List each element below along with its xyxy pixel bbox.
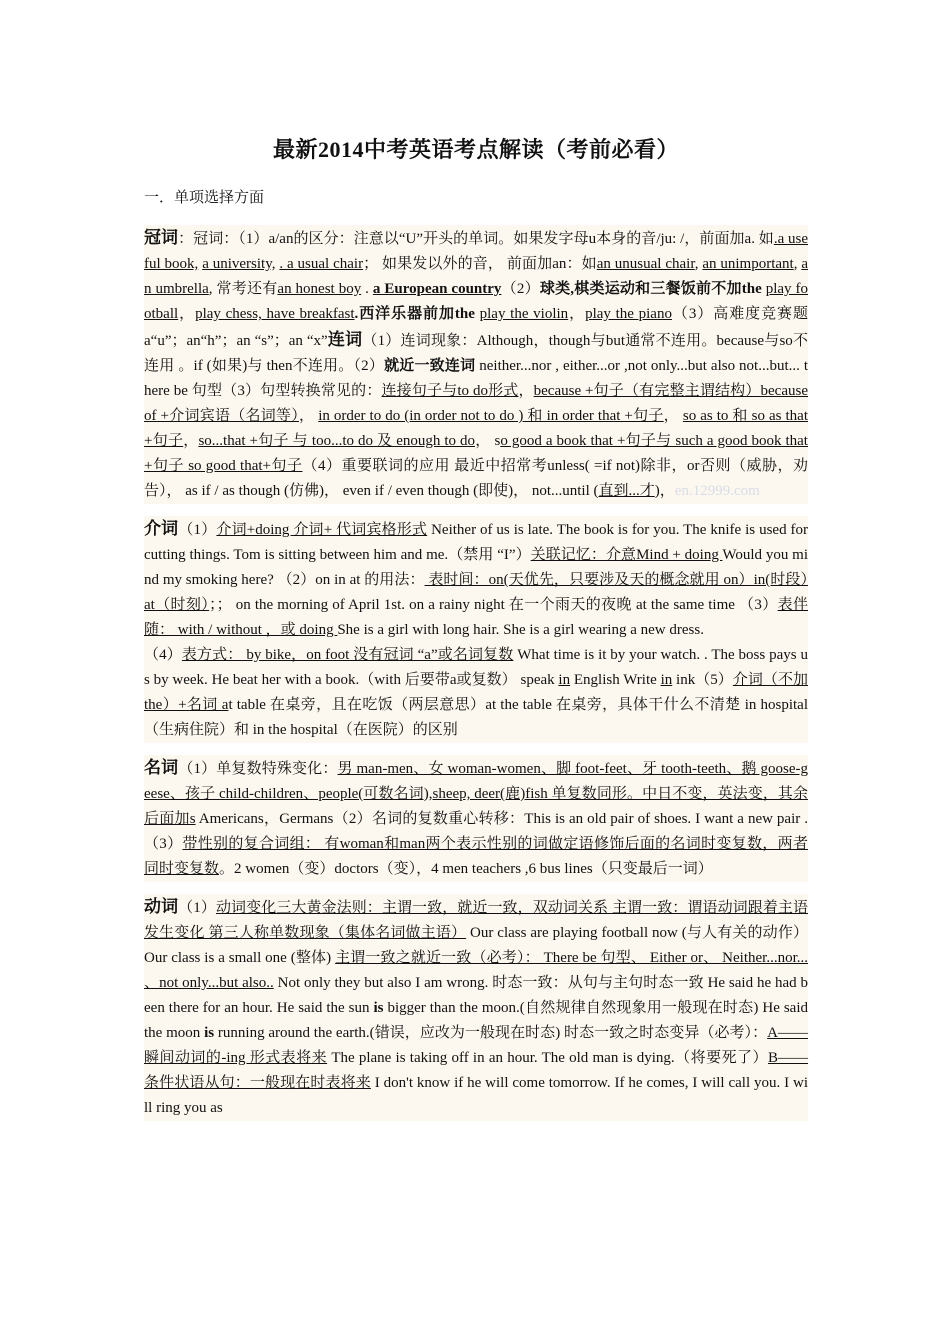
text-run: an unusual chair: [596, 256, 695, 272]
preposition-block: [144, 516, 808, 743]
text-run: an honest boy: [277, 281, 362, 297]
text-run: 男 man-men、女 woman-women、脚 foot-feet、牙 tooth-teeth、鹅 goose-geese、孩子 child-children、people(可数名词),sheep, deer(鹿)fish 单复数同形。中日不变，英法变，其余后面加s: [144, 761, 808, 827]
paragraph-article: [144, 225, 808, 504]
text-run: 连词: [327, 330, 363, 349]
text-run: 关联记忆：介意Mind + doing: [530, 547, 723, 563]
watermark-text: en.12999.com: [674, 483, 760, 499]
paragraph-preposition: [144, 516, 808, 643]
text-run: 表方式： by bike，on foot 没有冠词 “a”或名词复数: [181, 647, 514, 663]
text-run: 动词: [144, 897, 179, 916]
text-run: 名词: [144, 758, 179, 777]
article-conjunction-block: [144, 225, 808, 504]
text-run: .: [361, 281, 373, 297]
verb-block: [144, 894, 808, 1121]
text-run: ；； on the morning of April 1st. on a rainy night 在一个雨天的夜晚 at the same time （3）: [209, 597, 778, 613]
section-heading: 一．单项选择方面: [144, 190, 265, 206]
text-run: ,: [793, 256, 802, 272]
text-run: 带性别的复合词组： 有woman和man两个表示性别的词做定语修饰后面的名词时变复数，两者同时变复数: [144, 836, 808, 877]
text-run: . a usual chair: [279, 256, 364, 272]
text-run: （1）: [178, 900, 216, 916]
text-run: ，: [298, 408, 319, 424]
text-run: .西洋乐器前加the: [354, 306, 475, 322]
text-run: ，: [518, 383, 534, 399]
text-run: What time is it by your watch. . The boss pays us by week. He beat her with a book.（with 后要带a或复数） speak: [144, 647, 808, 688]
text-run: ，: [663, 408, 683, 424]
document-page: [144, 125, 808, 1133]
text-run: 冠词: [144, 228, 179, 247]
paragraph-noun: [144, 755, 808, 882]
text-run: .a useful book,: [144, 231, 809, 272]
text-run: 主谓一致之就近一致（必考）： There be 句型、 Either or、 Neither...nor... 、not only...but also..: [144, 950, 808, 991]
text-run: 球类,棋类运动和三餐饭前不加the: [539, 281, 762, 297]
text-run: a European country: [372, 281, 502, 297]
text-run: Not only they but also I am wrong. 时态一致：从句与主句时态一致 He said he had been there for an hour. He said the sun: [144, 975, 808, 1016]
text-run: play football: [144, 281, 809, 322]
text-run: （2）: [501, 281, 540, 297]
text-run: running around the earth.(错误，应改为一般现在时态) 时态一致之时态变异（必考）：: [214, 1025, 768, 1041]
text-run: ，: [178, 306, 196, 322]
paragraph-preposition-2: [144, 643, 808, 743]
text-run: ， s: [475, 433, 501, 449]
text-run: 介词+doing 介词+ 代词宾格形式: [216, 522, 428, 538]
text-run: A——瞬间动词的-ing 形式表将来: [144, 1025, 808, 1066]
text-run: 就近一致连词: [384, 358, 476, 374]
text-run: ,: [694, 256, 703, 272]
text-run: in: [558, 672, 571, 688]
text-run: 表时间：on(天优先，只要涉及天的概念就用 on）in(时段）at（时刻）: [144, 572, 808, 613]
text-run: 表伴随： with / without ，或 doing: [144, 597, 808, 638]
text-run: 介词（不加the）+名词 a: [144, 672, 808, 713]
text-run: t table 在桌旁，且在吃饭（两层意思）at the table 在桌旁，具体干什么不清楚 in hospital（生病住院）和 in the hospital（在医院）的区别: [144, 697, 808, 738]
text-run: （1）: [178, 522, 217, 538]
text-run: because +句子（有完整主谓结构）because of +介词宾语（名词等）: [144, 383, 808, 424]
text-run: in: [660, 672, 673, 688]
text-run: 连接句子与to do形式: [381, 383, 519, 399]
text-run: a university,: [202, 256, 276, 272]
text-run: （4）重要联词的应用 最近中招常考unless( =if not)除非，or否则（威胁，劝告）， as if / as though (仿佛)， even if / even though (即使)， not...until (: [144, 458, 809, 499]
text-run: is: [373, 1000, 384, 1016]
text-run: 动词变化三大黄金法则：主谓一致，就近一致，双动词关系 主谓一致：谓语动词跟着主语发生变化 第三人称单数现象（集体名词做主语）: [144, 900, 808, 941]
text-run: o good a book that +句子与 such a good book that+句子 so good that+句子: [144, 433, 808, 474]
text-run: （4）: [144, 647, 182, 663]
text-run: Would you mind my smoking here? （2）on in at 的用法：: [144, 547, 808, 588]
text-run: I don't know if he will come tomorrow. If he comes, I will call you. I will ring you as: [144, 1075, 808, 1116]
text-run: an unimportant: [702, 256, 794, 272]
text-run: ，: [568, 306, 586, 322]
text-run: , 常考还有: [208, 281, 278, 297]
text-run: play the violin: [479, 306, 569, 322]
text-run: so...that +句子 与 too...to do 及 enough to do: [198, 433, 476, 449]
text-run: ink（5）: [672, 672, 733, 688]
text-run: in order to do (in order not to do ) 和 in order that +句子: [318, 408, 664, 424]
noun-block: [144, 755, 808, 882]
text-run: Our class are playing football now (与人有关的动作）Our class is a small one (整体): [144, 925, 808, 966]
text-run: )，: [654, 483, 675, 499]
text-run: is: [204, 1025, 215, 1041]
text-run: English Write: [570, 672, 661, 688]
text-run: B——条件状语从句：一般现在时表将来: [144, 1050, 808, 1091]
text-run: an umbrella: [144, 256, 809, 297]
text-run: ； 如果发以外的音， 前面加an：如: [363, 256, 597, 272]
text-run: （3）高难度竞赛题 a“u”；an“h”；an “s”；an “x”: [144, 306, 808, 349]
text-run: The plane is taking off in an hour. The old man is dying.（将要死了）: [327, 1050, 768, 1066]
text-run: neither...nor , either...or ,not only...but also not...but... there be 句型（3）句型转换常见的：: [144, 358, 808, 399]
page-title: 最新2014中考英语考点解读（考前必看）: [272, 137, 679, 162]
text-run: ：冠词：（1）a/an的区分：注意以“U”开头的单词。如果发字母u本身的音/ju: /，前面加a. 如: [178, 231, 774, 247]
text-run: bigger than the moon.(自然规律自然现象用一般现在时态) He said the moon: [144, 1000, 808, 1041]
text-run: play chess, have breakfast: [195, 306, 355, 322]
text-run: so as to 和 so as that +句子: [144, 408, 808, 449]
text-run: 。2 women（变）doctors（变），4 men teachers ,6 bus lines（只变最后一词）: [219, 861, 713, 877]
text-run: （1）连词现象：Although，though与but通常不连用。because与so不连用 。if (如果)与 then不连用。（2）: [144, 333, 809, 374]
text-run: ，: [183, 433, 199, 449]
text-run: 直到...才: [598, 483, 655, 499]
paragraph-verb: [144, 894, 808, 1121]
text-run: Neither of us is late. The book is for you. The knife is used for cutting things. Tom is sitting between him and me.（禁用 “I”）: [144, 522, 808, 563]
text-run: （1）单复数特殊变化：: [178, 761, 338, 777]
text-run: Americans，Germans（2）名词的复数重心转移：This is an old pair of shoes. I want a new pair .（3）: [144, 811, 808, 852]
text-run: She is a girl with long hair. She is a girl wearing a new dress.: [337, 622, 704, 638]
text-run: play the piano: [585, 306, 672, 322]
text-run: 介词: [144, 519, 179, 538]
